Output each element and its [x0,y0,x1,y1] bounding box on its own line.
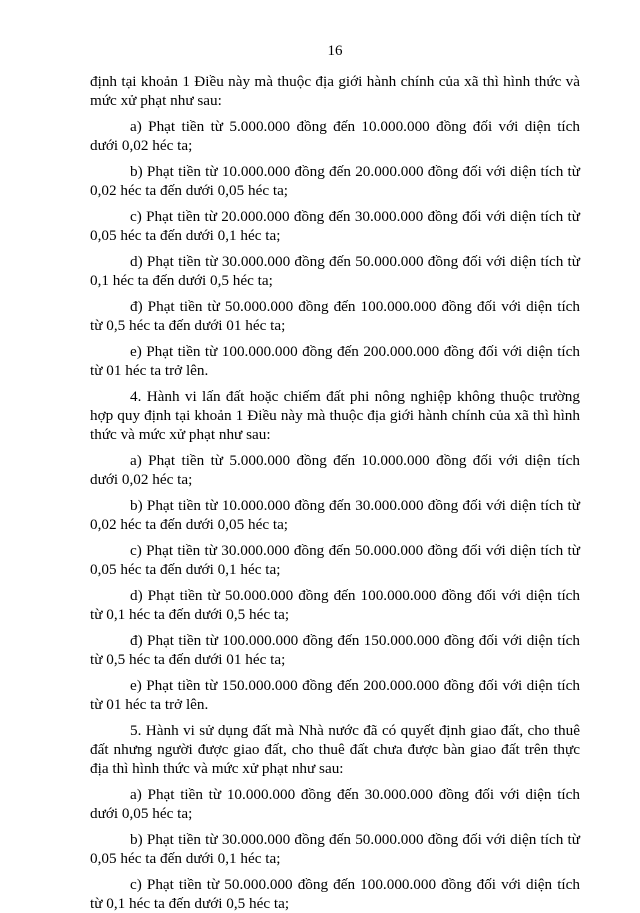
clause-5-item-b: b) Phạt tiền từ 30.000.000 đồng đến 50.000.000 đồng đối với diện tích từ 0,05 héc ta đến dưới 0,1 héc ta; [90,831,580,867]
clause-4-item-dd: đ) Phạt tiền từ 100.000.000 đồng đến 150.000.000 đồng đối với diện tích từ 0,5 héc ta đến dưới 01 héc ta; [90,632,580,668]
paragraph-continuation: định tại khoản 1 Điều này mà thuộc địa giới hành chính của xã thì hình thức và mức xử phạt như sau: [90,73,580,109]
clause-5-item-c: c) Phạt tiền từ 50.000.000 đồng đến 100.000.000 đồng đối với diện tích từ 0,1 héc ta đến dưới 0,5 héc ta; [90,876,580,912]
clause-3-item-a: a) Phạt tiền từ 5.000.000 đồng đến 10.000.000 đồng đối với diện tích dưới 0,02 héc ta; [90,118,580,154]
clause-3-item-b: b) Phạt tiền từ 10.000.000 đồng đến 20.000.000 đồng đối với diện tích từ 0,02 héc ta đến dưới 0,05 héc ta; [90,163,580,199]
page-number: 16 [327,43,343,59]
clause-3-item-dd: đ) Phạt tiền từ 50.000.000 đồng đến 100.000.000 đồng đối với diện tích từ 0,5 héc ta đến dưới 01 héc ta; [90,298,580,334]
clause-3-item-c: c) Phạt tiền từ 20.000.000 đồng đến 30.000.000 đồng đối với diện tích từ 0,05 héc ta đến dưới 0,1 héc ta; [90,208,580,244]
clause-3-item-d: d) Phạt tiền từ 30.000.000 đồng đến 50.000.000 đồng đối với diện tích từ 0,1 héc ta đến dưới 0,5 héc ta; [90,253,580,289]
clause-5-heading: 5. Hành vi sử dụng đất mà Nhà nước đã có quyết định giao đất, cho thuê đất nhưng người được giao đất, cho thuê đất chưa được bàn giao đất trên thực địa thì hình thức và mức xử phạt như sau: [90,722,580,777]
clause-4-item-c: c) Phạt tiền từ 30.000.000 đồng đến 50.000.000 đồng đối với diện tích từ 0,05 héc ta đến dưới 0,1 héc ta; [90,542,580,578]
clause-5-item-a: a) Phạt tiền từ 10.000.000 đồng đến 30.000.000 đồng đối với diện tích dưới 0,05 héc ta; [90,786,580,822]
clause-3-item-e: e) Phạt tiền từ 100.000.000 đồng đến 200.000.000 đồng đối với diện tích từ 01 héc ta trở lên. [90,343,580,379]
clause-4-heading: 4. Hành vi lấn đất hoặc chiếm đất phi nông nghiệp không thuộc trường hợp quy định tại khoản 1 Điều này mà thuộc địa giới hành chính của xã thì hình thức và mức xử phạt như sau: [90,388,580,443]
clause-4-item-d: d) Phạt tiền từ 50.000.000 đồng đến 100.000.000 đồng đối với diện tích từ 0,1 héc ta đến dưới 0,5 héc ta; [90,587,580,623]
clause-4-item-e: e) Phạt tiền từ 150.000.000 đồng đến 200.000.000 đồng đối với diện tích từ 01 héc ta trở lên. [90,677,580,713]
clause-4-item-a: a) Phạt tiền từ 5.000.000 đồng đến 10.000.000 đồng đối với diện tích dưới 0,02 héc ta; [90,452,580,488]
clause-4-item-b: b) Phạt tiền từ 10.000.000 đồng đến 30.000.000 đồng đối với diện tích từ 0,02 héc ta đến dưới 0,05 héc ta; [90,497,580,533]
